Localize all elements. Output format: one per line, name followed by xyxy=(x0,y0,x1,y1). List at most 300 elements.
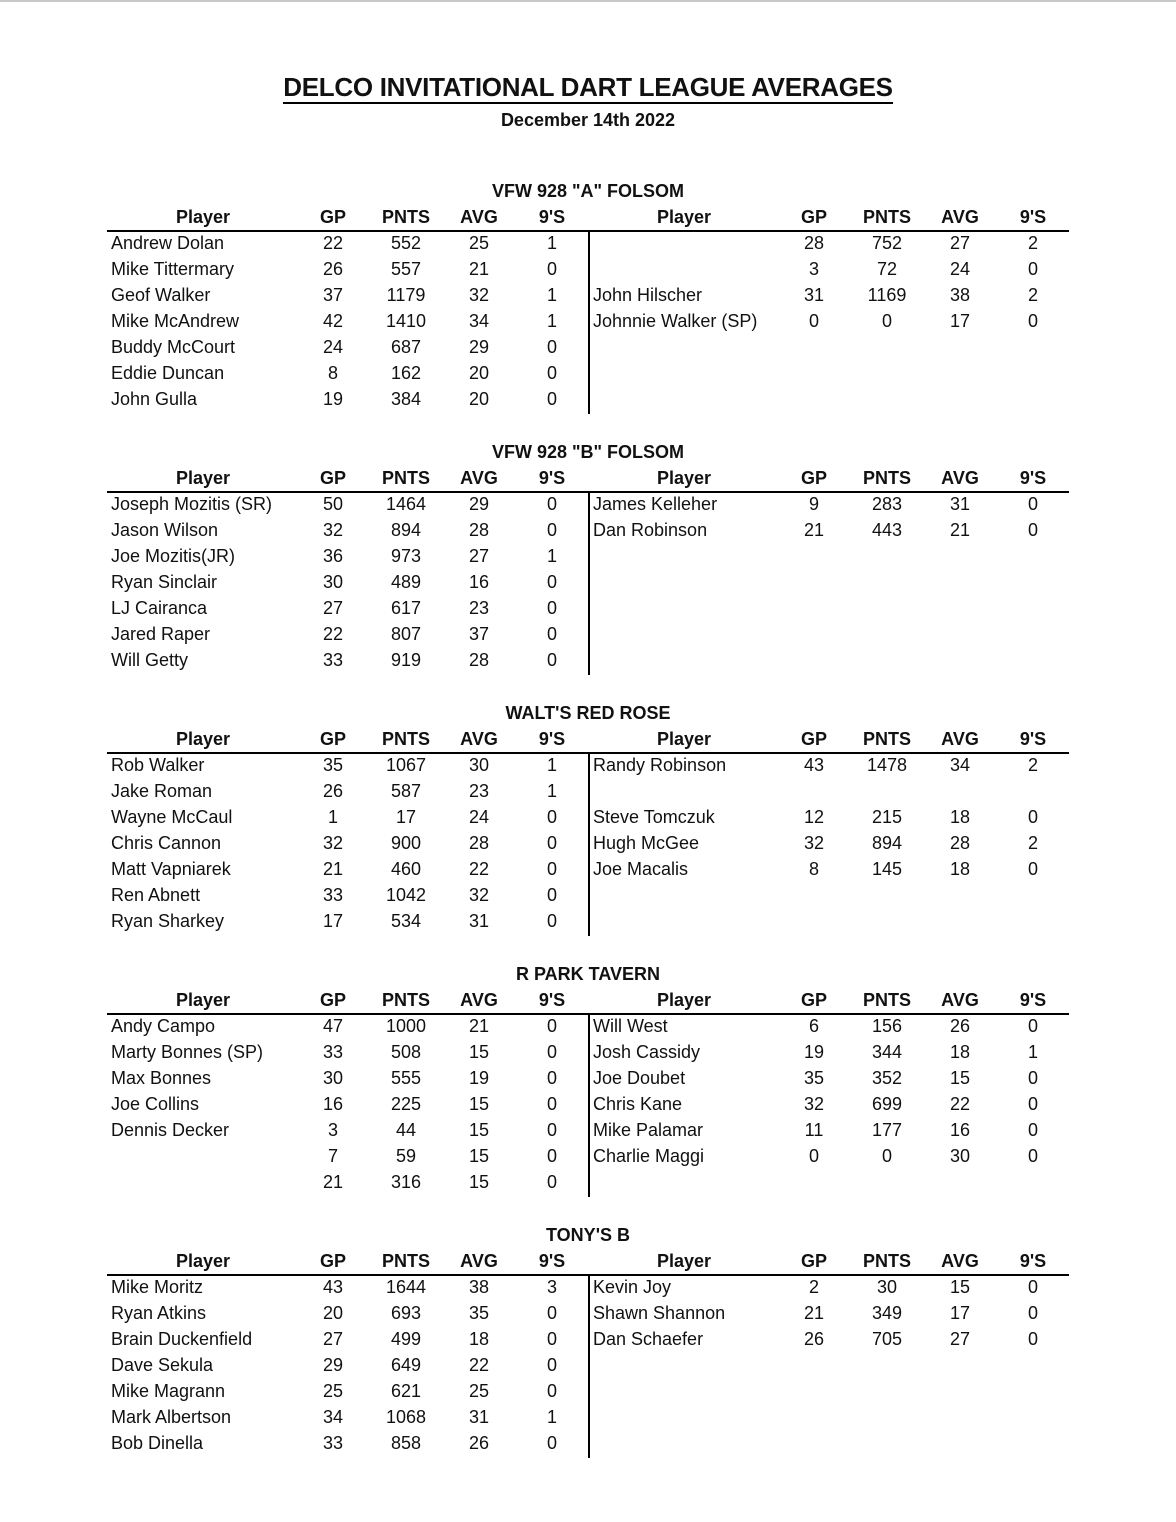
player-table-left xyxy=(107,987,588,1195)
column-header-points: PNTS xyxy=(381,729,430,749)
cell-nines: 0 xyxy=(1027,1016,1038,1036)
cell-nines: 3 xyxy=(546,1277,557,1297)
cell-player: Ren Abnett xyxy=(111,885,201,905)
cell-nines: 0 xyxy=(546,807,557,827)
table-row xyxy=(107,595,588,621)
cell-player: Joe Macalis xyxy=(593,859,689,879)
cell-games-played: 43 xyxy=(322,1277,344,1297)
cell-player: Bob Dinella xyxy=(111,1433,204,1453)
column-header-average: AVG xyxy=(460,468,498,488)
table-row xyxy=(588,1430,1069,1456)
cell-average: 26 xyxy=(949,1016,971,1036)
table-row xyxy=(107,1117,588,1143)
cell-nines: 1 xyxy=(546,781,557,801)
cell-games-played: 27 xyxy=(322,1329,344,1349)
table-row xyxy=(588,1326,1069,1352)
cell-player: Dave Sekula xyxy=(111,1355,214,1375)
column-divider xyxy=(588,753,590,936)
column-header-points: PNTS xyxy=(862,990,911,1010)
cell-average: 23 xyxy=(468,781,490,801)
cell-nines: 1 xyxy=(546,1407,557,1427)
cell-player: Joe Doubet xyxy=(593,1068,686,1088)
cell-games-played: 33 xyxy=(322,1042,344,1062)
cell-nines: 0 xyxy=(546,337,557,357)
cell-average: 28 xyxy=(949,833,971,853)
cell-average: 27 xyxy=(949,1329,971,1349)
table-header-row xyxy=(107,1248,588,1274)
cell-nines: 0 xyxy=(546,1120,557,1140)
cell-average: 35 xyxy=(468,1303,490,1323)
column-header-player: Player xyxy=(656,729,712,749)
cell-points: 215 xyxy=(871,807,903,827)
cell-nines: 0 xyxy=(546,624,557,644)
cell-average: 37 xyxy=(468,624,490,644)
player-table-left xyxy=(107,1248,588,1456)
column-header-player: Player xyxy=(656,468,712,488)
cell-points: 587 xyxy=(390,781,422,801)
column-header-average: AVG xyxy=(460,990,498,1010)
cell-player: John Gulla xyxy=(111,389,198,409)
table-row xyxy=(588,360,1069,386)
cell-games-played: 33 xyxy=(322,1433,344,1453)
player-table-left xyxy=(107,465,588,673)
cell-points: 557 xyxy=(390,259,422,279)
column-header-nines: 9'S xyxy=(538,1251,566,1271)
table-row xyxy=(107,569,588,595)
cell-nines: 0 xyxy=(546,520,557,540)
report-date: December 14th 2022 xyxy=(500,110,676,130)
cell-average: 15 xyxy=(949,1277,971,1297)
cell-nines: 0 xyxy=(546,1042,557,1062)
cell-player: Joseph Mozitis (SR) xyxy=(111,494,273,514)
team-name: WALT'S RED ROSE xyxy=(505,703,671,723)
cell-player: Steve Tomczuk xyxy=(593,807,715,827)
cell-player: Ryan Sinclair xyxy=(111,572,218,592)
cell-points: 349 xyxy=(871,1303,903,1323)
column-header-nines: 9'S xyxy=(1019,1251,1047,1271)
column-header-nines: 9'S xyxy=(538,990,566,1010)
cell-games-played: 21 xyxy=(803,1303,825,1323)
cell-nines: 0 xyxy=(1027,494,1038,514)
cell-points: 1478 xyxy=(866,755,908,775)
cell-average: 29 xyxy=(468,494,490,514)
column-header-nines: 9'S xyxy=(1019,468,1047,488)
cell-player: Johnnie Walker (SP) xyxy=(593,311,758,331)
table-row xyxy=(107,752,588,778)
cell-nines: 0 xyxy=(546,389,557,409)
table-row xyxy=(588,334,1069,360)
column-header-games-played: GP xyxy=(319,207,346,227)
cell-average: 30 xyxy=(949,1146,971,1166)
cell-points: 919 xyxy=(390,650,422,670)
cell-points: 145 xyxy=(871,859,903,879)
cell-nines: 0 xyxy=(546,885,557,905)
cell-nines: 0 xyxy=(546,363,557,383)
cell-player: Hugh McGee xyxy=(593,833,700,853)
cell-points: 552 xyxy=(390,233,422,253)
cell-points: 693 xyxy=(390,1303,422,1323)
cell-games-played: 24 xyxy=(322,337,344,357)
cell-average: 38 xyxy=(949,285,971,305)
cell-nines: 0 xyxy=(1027,807,1038,827)
cell-average: 27 xyxy=(468,546,490,566)
column-header-nines: 9'S xyxy=(1019,990,1047,1010)
column-divider xyxy=(588,1014,590,1197)
table-row xyxy=(107,1430,588,1456)
table-row xyxy=(107,1143,588,1169)
table-row xyxy=(107,1300,588,1326)
table-row xyxy=(588,543,1069,569)
cell-games-played: 0 xyxy=(808,1146,819,1166)
cell-average: 28 xyxy=(468,520,490,540)
cell-points: 344 xyxy=(871,1042,903,1062)
column-header-nines: 9'S xyxy=(538,468,566,488)
cell-points: 384 xyxy=(390,389,422,409)
table-row xyxy=(107,778,588,804)
cell-points: 858 xyxy=(390,1433,422,1453)
cell-player: Chris Cannon xyxy=(111,833,222,853)
cell-nines: 2 xyxy=(1027,233,1038,253)
cell-nines: 0 xyxy=(546,1355,557,1375)
cell-games-played: 0 xyxy=(808,311,819,331)
cell-points: 177 xyxy=(871,1120,903,1140)
table-row xyxy=(107,1404,588,1430)
cell-points: 508 xyxy=(390,1042,422,1062)
cell-nines: 0 xyxy=(1027,311,1038,331)
column-header-player: Player xyxy=(175,1251,231,1271)
cell-average: 25 xyxy=(468,233,490,253)
player-table-right xyxy=(588,1248,1069,1456)
column-header-points: PNTS xyxy=(862,1251,911,1271)
cell-games-played: 2 xyxy=(808,1277,819,1297)
cell-nines: 0 xyxy=(1027,520,1038,540)
cell-points: 699 xyxy=(871,1094,903,1114)
cell-games-played: 33 xyxy=(322,885,344,905)
cell-average: 31 xyxy=(468,911,490,931)
cell-nines: 0 xyxy=(546,598,557,618)
table-header-row xyxy=(107,987,588,1013)
column-header-points: PNTS xyxy=(862,468,911,488)
cell-average: 17 xyxy=(949,311,971,331)
cell-games-played: 8 xyxy=(808,859,819,879)
cell-player: Joe Mozitis(JR) xyxy=(111,546,236,566)
cell-average: 18 xyxy=(468,1329,490,1349)
cell-games-played: 21 xyxy=(322,859,344,879)
table-row xyxy=(107,1169,588,1195)
cell-nines: 0 xyxy=(546,572,557,592)
column-header-games-played: GP xyxy=(800,468,827,488)
table-row xyxy=(107,334,588,360)
cell-player: Andrew Dolan xyxy=(111,233,225,253)
cell-points: 44 xyxy=(395,1120,417,1140)
cell-average: 22 xyxy=(468,1355,490,1375)
cell-nines: 0 xyxy=(1027,1094,1038,1114)
cell-nines: 0 xyxy=(546,1433,557,1453)
table-header-row xyxy=(107,465,588,491)
cell-nines: 0 xyxy=(1027,1120,1038,1140)
column-header-average: AVG xyxy=(941,990,979,1010)
cell-nines: 2 xyxy=(1027,285,1038,305)
cell-average: 18 xyxy=(949,859,971,879)
cell-points: 283 xyxy=(871,494,903,514)
cell-player: Mike Moritz xyxy=(111,1277,204,1297)
column-header-player: Player xyxy=(656,1251,712,1271)
cell-games-played: 19 xyxy=(803,1042,825,1062)
table-header-row xyxy=(588,726,1069,752)
table-row xyxy=(107,308,588,334)
column-header-player: Player xyxy=(656,990,712,1010)
table-row xyxy=(107,647,588,673)
cell-average: 17 xyxy=(949,1303,971,1323)
cell-nines: 1 xyxy=(546,755,557,775)
cell-games-played: 29 xyxy=(322,1355,344,1375)
cell-average: 27 xyxy=(949,233,971,253)
cell-points: 30 xyxy=(876,1277,898,1297)
cell-games-played: 3 xyxy=(327,1120,338,1140)
cell-points: 1067 xyxy=(385,755,427,775)
column-header-nines: 9'S xyxy=(538,729,566,749)
column-header-points: PNTS xyxy=(862,729,911,749)
table-row xyxy=(588,230,1069,256)
cell-games-played: 43 xyxy=(803,755,825,775)
cell-average: 31 xyxy=(949,494,971,514)
column-header-games-played: GP xyxy=(800,207,827,227)
column-header-player: Player xyxy=(175,729,231,749)
cell-games-played: 12 xyxy=(803,807,825,827)
cell-average: 15 xyxy=(468,1172,490,1192)
cell-player: James Kelleher xyxy=(593,494,718,514)
cell-games-played: 16 xyxy=(322,1094,344,1114)
cell-player: Josh Cassidy xyxy=(593,1042,701,1062)
cell-games-played: 50 xyxy=(322,494,344,514)
cell-points: 72 xyxy=(876,259,898,279)
cell-points: 617 xyxy=(390,598,422,618)
table-row xyxy=(107,804,588,830)
table-row xyxy=(588,1378,1069,1404)
cell-points: 17 xyxy=(395,807,417,827)
cell-average: 21 xyxy=(468,259,490,279)
table-row xyxy=(107,256,588,282)
table-row xyxy=(588,308,1069,334)
column-header-average: AVG xyxy=(460,207,498,227)
table-row xyxy=(588,282,1069,308)
table-header-row xyxy=(588,1248,1069,1274)
cell-average: 15 xyxy=(468,1146,490,1166)
table-row xyxy=(107,621,588,647)
column-header-player: Player xyxy=(175,990,231,1010)
cell-points: 705 xyxy=(871,1329,903,1349)
cell-player: Geof Walker xyxy=(111,285,211,305)
table-row xyxy=(588,1065,1069,1091)
cell-average: 31 xyxy=(468,1407,490,1427)
column-header-points: PNTS xyxy=(381,468,430,488)
cell-player: Chris Kane xyxy=(593,1094,683,1114)
cell-games-played: 32 xyxy=(803,833,825,853)
cell-nines: 0 xyxy=(546,859,557,879)
cell-player: Charlie Maggi xyxy=(593,1146,705,1166)
cell-nines: 0 xyxy=(546,911,557,931)
cell-average: 38 xyxy=(468,1277,490,1297)
column-header-points: PNTS xyxy=(862,207,911,227)
cell-games-played: 19 xyxy=(322,389,344,409)
cell-average: 34 xyxy=(949,755,971,775)
cell-player: Will Getty xyxy=(111,650,189,670)
cell-nines: 0 xyxy=(1027,1329,1038,1349)
player-table-left xyxy=(107,204,588,412)
cell-points: 1169 xyxy=(867,285,907,305)
cell-points: 225 xyxy=(390,1094,422,1114)
column-header-points: PNTS xyxy=(381,207,430,227)
cell-games-played: 32 xyxy=(803,1094,825,1114)
table-row xyxy=(107,856,588,882)
cell-points: 1644 xyxy=(385,1277,427,1297)
table-row xyxy=(107,882,588,908)
cell-games-played: 22 xyxy=(322,233,344,253)
cell-games-played: 32 xyxy=(322,833,344,853)
cell-nines: 0 xyxy=(546,1094,557,1114)
table-row xyxy=(588,491,1069,517)
cell-nines: 1 xyxy=(546,285,557,305)
cell-games-played: 26 xyxy=(803,1329,825,1349)
cell-points: 156 xyxy=(871,1016,903,1036)
team-name: VFW 928 "B" FOLSOM xyxy=(491,442,685,462)
cell-points: 534 xyxy=(390,911,422,931)
cell-player: Mark Albertson xyxy=(111,1407,232,1427)
cell-nines: 0 xyxy=(1027,1303,1038,1323)
cell-points: 59 xyxy=(395,1146,417,1166)
cell-nines: 0 xyxy=(546,1329,557,1349)
table-row xyxy=(588,1274,1069,1300)
cell-points: 752 xyxy=(871,233,903,253)
column-header-average: AVG xyxy=(460,729,498,749)
cell-games-played: 22 xyxy=(322,624,344,644)
cell-nines: 0 xyxy=(546,494,557,514)
column-header-games-played: GP xyxy=(319,729,346,749)
table-row xyxy=(588,1352,1069,1378)
cell-average: 21 xyxy=(949,520,971,540)
cell-player: Joe Collins xyxy=(111,1094,200,1114)
cell-nines: 1 xyxy=(1027,1042,1038,1062)
column-header-player: Player xyxy=(656,207,712,227)
cell-player: Wayne McCaul xyxy=(111,807,233,827)
cell-nines: 1 xyxy=(546,233,557,253)
cell-points: 443 xyxy=(871,520,903,540)
cell-player: Max Bonnes xyxy=(111,1068,212,1088)
table-row xyxy=(588,830,1069,856)
cell-player: Jake Roman xyxy=(111,781,213,801)
team-name: R PARK TAVERN xyxy=(516,964,660,984)
cell-games-played: 26 xyxy=(322,781,344,801)
cell-points: 973 xyxy=(390,546,422,566)
cell-player: Jared Raper xyxy=(111,624,211,644)
cell-nines: 0 xyxy=(1027,1068,1038,1088)
cell-player: Dan Robinson xyxy=(593,520,708,540)
cell-games-played: 8 xyxy=(327,363,338,383)
table-row xyxy=(588,1143,1069,1169)
table-row xyxy=(588,621,1069,647)
cell-points: 894 xyxy=(871,833,903,853)
cell-points: 687 xyxy=(390,337,422,357)
cell-games-played: 3 xyxy=(808,259,819,279)
table-row xyxy=(588,1091,1069,1117)
cell-average: 15 xyxy=(949,1068,971,1088)
cell-nines: 0 xyxy=(1027,1146,1038,1166)
cell-player: Mike McAndrew xyxy=(111,311,240,331)
cell-average: 24 xyxy=(949,259,971,279)
cell-nines: 0 xyxy=(1027,259,1038,279)
cell-player: Will West xyxy=(593,1016,668,1036)
cell-average: 23 xyxy=(468,598,490,618)
cell-average: 28 xyxy=(468,833,490,853)
table-row xyxy=(588,1169,1069,1195)
cell-games-played: 37 xyxy=(322,285,344,305)
cell-points: 0 xyxy=(881,311,892,331)
cell-points: 316 xyxy=(390,1172,422,1192)
table-row xyxy=(588,595,1069,621)
table-row xyxy=(588,517,1069,543)
cell-average: 26 xyxy=(468,1433,490,1453)
column-header-games-played: GP xyxy=(319,1251,346,1271)
cell-nines: 0 xyxy=(546,1172,557,1192)
cell-nines: 0 xyxy=(1027,1277,1038,1297)
cell-average: 15 xyxy=(468,1042,490,1062)
player-table-left xyxy=(107,726,588,934)
table-header-row xyxy=(588,465,1069,491)
cell-nines: 0 xyxy=(546,1146,557,1166)
column-header-nines: 9'S xyxy=(1019,207,1047,227)
column-header-player: Player xyxy=(175,468,231,488)
cell-average: 32 xyxy=(468,285,490,305)
table-row xyxy=(107,230,588,256)
table-row xyxy=(107,543,588,569)
cell-player: Dan Schaefer xyxy=(593,1329,704,1349)
cell-games-played: 47 xyxy=(322,1016,344,1036)
cell-average: 20 xyxy=(468,389,490,409)
cell-games-played: 9 xyxy=(808,494,819,514)
cell-average: 16 xyxy=(949,1120,971,1140)
cell-points: 1068 xyxy=(385,1407,427,1427)
table-row xyxy=(107,830,588,856)
cell-average: 30 xyxy=(468,755,490,775)
table-row xyxy=(588,804,1069,830)
column-header-games-played: GP xyxy=(319,990,346,1010)
page-title-text: DELCO INVITATIONAL DART LEAGUE AVERAGES xyxy=(283,72,893,102)
cell-nines: 0 xyxy=(1027,859,1038,879)
column-header-games-played: GP xyxy=(800,990,827,1010)
cell-games-played: 7 xyxy=(327,1146,338,1166)
cell-average: 15 xyxy=(468,1094,490,1114)
table-row xyxy=(588,1404,1069,1430)
cell-player: Marty Bonnes (SP) xyxy=(111,1042,264,1062)
table-header-row xyxy=(588,204,1069,230)
cell-player: Jason Wilson xyxy=(111,520,219,540)
cell-games-played: 36 xyxy=(322,546,344,566)
cell-average: 34 xyxy=(468,311,490,331)
cell-nines: 2 xyxy=(1027,833,1038,853)
cell-nines: 1 xyxy=(546,311,557,331)
table-row xyxy=(107,1326,588,1352)
cell-player: John Hilscher xyxy=(593,285,703,305)
cell-points: 621 xyxy=(390,1381,422,1401)
column-divider xyxy=(588,492,590,675)
table-header-row xyxy=(107,726,588,752)
table-row xyxy=(588,256,1069,282)
column-header-player: Player xyxy=(175,207,231,227)
table-row xyxy=(107,517,588,543)
cell-nines: 0 xyxy=(546,1303,557,1323)
table-row xyxy=(107,1039,588,1065)
cell-player: Eddie Duncan xyxy=(111,363,225,383)
